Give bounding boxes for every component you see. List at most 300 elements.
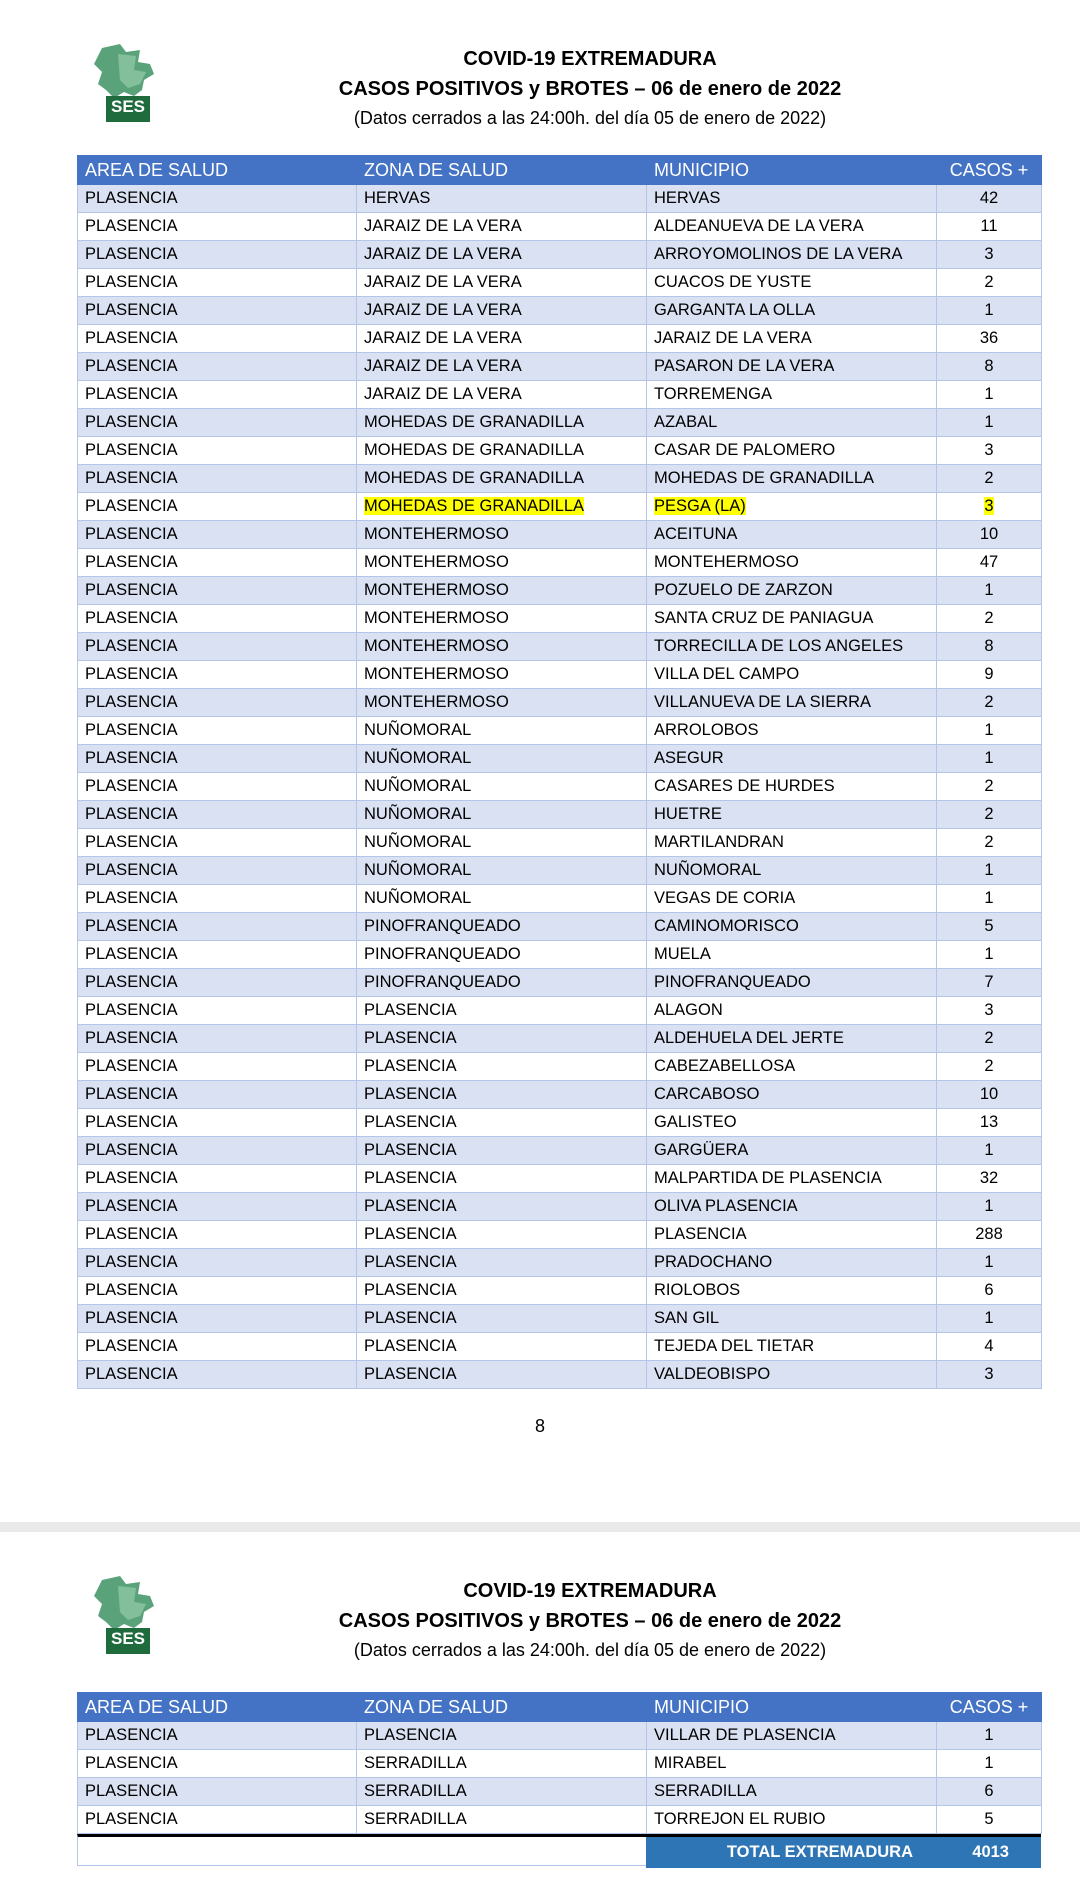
cell-zona	[357, 745, 647, 773]
cell-casos-text: 1	[984, 385, 994, 403]
cell-zona-text: MOHEDAS DE GRANADILLA	[364, 441, 585, 459]
cell-zona	[357, 1722, 647, 1750]
cell-casos	[937, 1806, 1042, 1834]
cell-casos	[937, 1305, 1042, 1333]
cell-area	[78, 633, 357, 661]
cell-municipio-text: PESGA (LA)	[654, 497, 746, 515]
cell-area-text: PLASENCIA	[85, 189, 178, 207]
cell-municipio	[647, 241, 937, 269]
cell-casos-text: 2	[984, 805, 994, 823]
ses-logo	[84, 1572, 164, 1658]
cell-zona-text: MONTEHERMOSO	[364, 525, 509, 543]
cell-area-text: PLASENCIA	[85, 609, 178, 627]
table-row	[78, 1361, 1042, 1389]
cell-zona	[357, 885, 647, 913]
cell-area	[78, 1193, 357, 1221]
cell-municipio-text: PRADOCHANO	[654, 1253, 773, 1271]
cell-casos	[937, 325, 1042, 353]
cell-zona-text: JARAIZ DE LA VERA	[364, 273, 522, 291]
cell-municipio-text: ALDEHUELA DEL JERTE	[654, 1029, 844, 1047]
cell-municipio	[647, 1081, 937, 1109]
cell-municipio	[647, 437, 937, 465]
cell-municipio	[647, 353, 937, 381]
cell-casos	[937, 437, 1042, 465]
cell-zona-text: NUÑOMORAL	[364, 777, 472, 795]
cell-zona-text: PLASENCIA	[364, 1197, 457, 1215]
cell-area-text: PLASENCIA	[85, 1309, 178, 1327]
cell-area	[78, 1361, 357, 1389]
cell-municipio	[647, 941, 937, 969]
cell-municipio	[647, 1361, 937, 1389]
cell-area-text: PLASENCIA	[85, 749, 178, 767]
cell-municipio-text: GARGÜERA	[654, 1141, 749, 1159]
cell-municipio	[647, 1778, 937, 1806]
cell-area	[78, 773, 357, 801]
cell-zona	[357, 521, 647, 549]
cell-zona	[357, 941, 647, 969]
cell-casos-text: 1	[984, 721, 994, 739]
cell-municipio-text: ASEGUR	[654, 749, 724, 767]
cell-municipio	[647, 493, 937, 521]
cell-zona	[357, 465, 647, 493]
cell-casos-text: 32	[979, 1169, 999, 1187]
cell-zona-text: PINOFRANQUEADO	[364, 945, 521, 963]
cell-zona	[357, 661, 647, 689]
cell-municipio	[647, 465, 937, 493]
cell-area	[78, 969, 357, 997]
cell-zona-text: MOHEDAS DE GRANADILLA	[364, 469, 585, 487]
cell-area	[78, 465, 357, 493]
cell-municipio	[647, 269, 937, 297]
cell-zona	[357, 437, 647, 465]
table-row	[78, 689, 1042, 717]
cell-area-text: PLASENCIA	[85, 1225, 178, 1243]
table-row	[78, 885, 1042, 913]
cell-area	[78, 1109, 357, 1137]
cell-municipio-text: ALAGON	[654, 1001, 723, 1019]
cell-area-text: PLASENCIA	[85, 1253, 178, 1271]
cell-casos-text: 5	[984, 1810, 994, 1828]
cell-zona-text: NUÑOMORAL	[364, 721, 472, 739]
cell-municipio	[647, 801, 937, 829]
cell-zona	[357, 1137, 647, 1165]
cell-casos	[937, 1361, 1042, 1389]
cell-zona-text: MONTEHERMOSO	[364, 609, 509, 627]
cell-zona	[357, 717, 647, 745]
cell-casos	[937, 1081, 1042, 1109]
cell-casos	[937, 1722, 1042, 1750]
cell-municipio-text: JARAIZ DE LA VERA	[654, 329, 812, 347]
cell-municipio	[647, 1137, 937, 1165]
cell-casos	[937, 1025, 1042, 1053]
cell-zona	[357, 829, 647, 857]
cell-zona	[357, 913, 647, 941]
cell-casos-text: 3	[984, 1365, 994, 1383]
table-row	[78, 381, 1042, 409]
cell-casos-text: 1	[984, 581, 994, 599]
cell-area	[78, 493, 357, 521]
cell-casos-text: 5	[984, 917, 994, 935]
cell-zona-text: JARAIZ DE LA VERA	[364, 385, 522, 403]
cell-casos	[937, 997, 1042, 1025]
cell-area-text: PLASENCIA	[85, 889, 178, 907]
cell-zona	[357, 801, 647, 829]
cell-zona	[357, 297, 647, 325]
cell-casos-text: 1	[984, 1309, 994, 1327]
table-row	[78, 269, 1042, 297]
table-row	[78, 969, 1042, 997]
cell-municipio-text: ARROYOMOLINOS DE LA VERA	[654, 245, 903, 263]
table-row	[78, 1249, 1042, 1277]
cell-casos	[937, 1249, 1042, 1277]
cell-zona	[357, 353, 647, 381]
table-row	[78, 1221, 1042, 1249]
cell-casos	[937, 381, 1042, 409]
cell-municipio-text: PASARON DE LA VERA	[654, 357, 835, 375]
cell-zona-text: NUÑOMORAL	[364, 749, 472, 767]
cell-casos	[937, 969, 1042, 997]
table-row	[78, 521, 1042, 549]
cell-casos	[937, 605, 1042, 633]
cell-casos	[937, 745, 1042, 773]
cell-area	[78, 717, 357, 745]
cell-municipio	[647, 605, 937, 633]
cell-zona-text: SERRADILLA	[364, 1810, 467, 1828]
column-header-casos: CASOS +	[937, 156, 1042, 185]
table-row	[78, 577, 1042, 605]
cell-municipio	[647, 633, 937, 661]
cell-casos-text: 2	[984, 1057, 994, 1075]
total-value: 4013	[972, 1843, 1009, 1861]
table-row	[78, 437, 1042, 465]
table-row	[78, 1277, 1042, 1305]
cell-municipio-text: MONTEHERMOSO	[654, 553, 799, 571]
cell-casos-text: 7	[984, 973, 994, 991]
table-row	[78, 493, 1042, 521]
cell-municipio-text: MIRABEL	[654, 1754, 727, 1772]
cell-area-text: PLASENCIA	[85, 357, 178, 375]
cell-area-text: PLASENCIA	[85, 637, 178, 655]
cell-area	[78, 857, 357, 885]
cell-casos-text: 1	[984, 1726, 994, 1744]
cases-table	[77, 155, 1042, 1389]
cell-casos	[937, 913, 1042, 941]
cell-casos	[937, 1165, 1042, 1193]
cell-area	[78, 437, 357, 465]
cell-casos	[937, 185, 1042, 213]
cell-casos	[937, 1750, 1042, 1778]
cell-zona-text: JARAIZ DE LA VERA	[364, 357, 522, 375]
cell-casos	[937, 1137, 1042, 1165]
cell-municipio-text: GALISTEO	[654, 1113, 737, 1131]
cell-municipio-text: VILLA DEL CAMPO	[654, 665, 800, 683]
cell-municipio	[647, 381, 937, 409]
cell-casos-text: 13	[979, 1113, 999, 1131]
cell-casos	[937, 269, 1042, 297]
cell-area	[78, 1778, 357, 1806]
cell-area-text: PLASENCIA	[85, 1001, 178, 1019]
cell-municipio-text: RIOLOBOS	[654, 1281, 741, 1299]
cell-municipio	[647, 1025, 937, 1053]
cell-zona	[357, 1305, 647, 1333]
cell-area-text: PLASENCIA	[85, 385, 178, 403]
cell-area-text: PLASENCIA	[85, 1169, 178, 1187]
cell-area-text: PLASENCIA	[85, 1810, 178, 1828]
cell-casos	[937, 689, 1042, 717]
cell-casos-text: 2	[984, 1029, 994, 1047]
cell-zona-text: MONTEHERMOSO	[364, 693, 509, 711]
cell-area-text: PLASENCIA	[85, 217, 178, 235]
cell-zona	[357, 1193, 647, 1221]
cell-municipio-text: GARGANTA LA OLLA	[654, 301, 816, 319]
cell-casos-text: 8	[984, 637, 994, 655]
cell-municipio-text: VEGAS DE CORIA	[654, 889, 796, 907]
cell-casos-text: 2	[984, 469, 994, 487]
table-row	[78, 1193, 1042, 1221]
cell-zona-text: JARAIZ DE LA VERA	[364, 301, 522, 319]
cell-municipio-text: MUELA	[654, 945, 711, 963]
cell-casos	[937, 409, 1042, 437]
cell-municipio-text: SAN GIL	[654, 1309, 720, 1327]
cell-municipio-text: CASAR DE PALOMERO	[654, 441, 836, 459]
cell-municipio	[647, 969, 937, 997]
table-row	[78, 1025, 1042, 1053]
cell-casos	[937, 493, 1042, 521]
cell-casos	[937, 465, 1042, 493]
cell-casos-text: 47	[979, 553, 999, 571]
cell-zona	[357, 1053, 647, 1081]
cell-municipio	[647, 717, 937, 745]
cell-zona	[357, 1333, 647, 1361]
document-subtitle: CASOS POSITIVOS y BROTES – 06 de enero de 2022	[338, 1610, 842, 1632]
column-header-area: AREA DE SALUD	[78, 156, 357, 185]
cell-area-text: PLASENCIA	[85, 833, 178, 851]
cell-zona-text: JARAIZ DE LA VERA	[364, 217, 522, 235]
cell-municipio	[647, 1109, 937, 1137]
cell-municipio	[647, 913, 937, 941]
cell-municipio-text: VILLANUEVA DE LA SIERRA	[654, 693, 872, 711]
column-header-area: AREA DE SALUD	[78, 1693, 357, 1722]
cell-area-text: PLASENCIA	[85, 861, 178, 879]
document-title: COVID-19 EXTREMADURA	[463, 1580, 717, 1602]
cell-casos-text: 1	[984, 889, 994, 907]
cell-area-text: PLASENCIA	[85, 329, 178, 347]
cell-casos-text: 10	[979, 1085, 999, 1103]
cell-zona-text: PLASENCIA	[364, 1141, 457, 1159]
cell-casos-text: 3	[984, 245, 994, 263]
cell-municipio-text: ALDEANUEVA DE LA VERA	[654, 217, 864, 235]
cell-area-text: PLASENCIA	[85, 945, 178, 963]
cell-area	[78, 1081, 357, 1109]
table-row	[78, 465, 1042, 493]
ses-logo	[84, 40, 164, 126]
cell-area-text: PLASENCIA	[85, 777, 178, 795]
cell-zona-text: PINOFRANQUEADO	[364, 917, 521, 935]
cell-area	[78, 1025, 357, 1053]
cell-area	[78, 549, 357, 577]
cell-municipio	[647, 1722, 937, 1750]
table-row	[78, 1053, 1042, 1081]
cell-casos-text: 3	[984, 441, 994, 459]
cell-zona-text: NUÑOMORAL	[364, 833, 472, 851]
cell-municipio-text: PINOFRANQUEADO	[654, 973, 811, 991]
cell-zona-text: MONTEHERMOSO	[364, 665, 509, 683]
table-row	[78, 941, 1042, 969]
cell-casos	[937, 1778, 1042, 1806]
table-row	[78, 633, 1042, 661]
cell-casos-text: 9	[984, 665, 994, 683]
cell-municipio	[647, 885, 937, 913]
column-header-casos: CASOS +	[937, 1693, 1042, 1722]
cell-area	[78, 801, 357, 829]
cell-municipio-text: TORRECILLA DE LOS ANGELES	[654, 637, 904, 655]
cell-area-text: PLASENCIA	[85, 805, 178, 823]
cell-zona-text: NUÑOMORAL	[364, 889, 472, 907]
page-number: 8	[534, 1416, 545, 1436]
cell-casos	[937, 241, 1042, 269]
cell-area	[78, 913, 357, 941]
cell-municipio	[647, 185, 937, 213]
cell-area	[78, 409, 357, 437]
column-header-municipio: MUNICIPIO	[647, 156, 937, 185]
cell-casos	[937, 549, 1042, 577]
cell-casos-text: 2	[984, 833, 994, 851]
cell-area	[78, 1137, 357, 1165]
cell-area	[78, 325, 357, 353]
cell-casos-text: 2	[984, 693, 994, 711]
cell-casos-text: 1	[984, 1141, 994, 1159]
cell-area-text: PLASENCIA	[85, 1782, 178, 1800]
table-row	[78, 857, 1042, 885]
cell-zona	[357, 1221, 647, 1249]
cell-zona	[357, 1277, 647, 1305]
cell-zona	[357, 409, 647, 437]
cell-zona	[357, 1025, 647, 1053]
cell-area	[78, 1722, 357, 1750]
table-row	[78, 185, 1042, 213]
cell-municipio-text: MARTILANDRAN	[654, 833, 784, 851]
cell-area-text: PLASENCIA	[85, 273, 178, 291]
cell-casos-text: 1	[984, 1754, 994, 1772]
cell-municipio-text: CASARES DE HURDES	[654, 777, 835, 795]
cell-zona	[357, 549, 647, 577]
cell-area	[78, 241, 357, 269]
table-row	[78, 1081, 1042, 1109]
cell-area-text: PLASENCIA	[85, 1057, 178, 1075]
cell-municipio	[647, 297, 937, 325]
cell-zona-text: PLASENCIA	[364, 1057, 457, 1075]
cell-municipio-text: TEJEDA DEL TIETAR	[654, 1337, 815, 1355]
cell-zona-text: MOHEDAS DE GRANADILLA	[364, 497, 585, 515]
cell-area	[78, 1806, 357, 1834]
total-label: TOTAL EXTREMADURA	[726, 1843, 913, 1861]
cell-municipio	[647, 997, 937, 1025]
cell-municipio	[647, 409, 937, 437]
cell-zona	[357, 493, 647, 521]
cell-casos	[937, 633, 1042, 661]
cell-area	[78, 661, 357, 689]
cell-municipio	[647, 773, 937, 801]
cell-municipio-text: NUÑOMORAL	[654, 861, 762, 879]
cell-municipio-text: ACEITUNA	[654, 525, 738, 543]
cell-zona-text: PLASENCIA	[364, 1253, 457, 1271]
table-row	[78, 353, 1042, 381]
cell-casos-text: 1	[984, 861, 994, 879]
cell-area-text: PLASENCIA	[85, 1029, 178, 1047]
cell-casos-text: 42	[979, 189, 999, 207]
cell-casos	[937, 577, 1042, 605]
cell-zona	[357, 381, 647, 409]
cell-zona-text: PLASENCIA	[364, 1726, 457, 1744]
cell-municipio	[647, 1806, 937, 1834]
cell-casos	[937, 213, 1042, 241]
table-row	[78, 717, 1042, 745]
cell-municipio-text: HERVAS	[654, 189, 721, 207]
cell-casos-text: 1	[984, 1197, 994, 1215]
cell-zona	[357, 269, 647, 297]
cell-area	[78, 185, 357, 213]
cell-casos	[937, 941, 1042, 969]
cell-area	[78, 745, 357, 773]
cell-area-text: PLASENCIA	[85, 245, 178, 263]
cell-municipio-text: HUETRE	[654, 805, 722, 823]
total-row	[77, 1834, 1041, 1863]
cell-zona	[357, 997, 647, 1025]
cases-table	[77, 1692, 1042, 1834]
cell-area	[78, 605, 357, 633]
table-row	[78, 801, 1042, 829]
cell-municipio-text: CABEZABELLOSA	[654, 1057, 796, 1075]
cell-area	[78, 381, 357, 409]
cell-zona-text: MONTEHERMOSO	[364, 553, 509, 571]
table-row	[78, 997, 1042, 1025]
cell-municipio-text: VILLAR DE PLASENCIA	[654, 1726, 836, 1744]
cell-zona	[357, 1361, 647, 1389]
cell-area-text: PLASENCIA	[85, 413, 178, 431]
cell-zona	[357, 773, 647, 801]
table-row	[78, 241, 1042, 269]
cell-municipio	[647, 1221, 937, 1249]
cell-area-text: PLASENCIA	[85, 1365, 178, 1383]
cell-municipio-text: AZABAL	[654, 413, 718, 431]
cell-zona-text: MONTEHERMOSO	[364, 581, 509, 599]
cell-area-text: PLASENCIA	[85, 553, 178, 571]
cell-municipio-text: MOHEDAS DE GRANADILLA	[654, 469, 875, 487]
cell-area	[78, 1249, 357, 1277]
cell-area-text: PLASENCIA	[85, 693, 178, 711]
cell-casos	[937, 829, 1042, 857]
cell-area-text: PLASENCIA	[85, 973, 178, 991]
cell-area-text: PLASENCIA	[85, 1337, 178, 1355]
cell-zona	[357, 1806, 647, 1834]
logo-text: SES	[110, 1629, 146, 1648]
cell-zona-text: PLASENCIA	[364, 1281, 457, 1299]
cell-municipio	[647, 213, 937, 241]
cell-municipio-text: VALDEOBISPO	[654, 1365, 771, 1383]
cell-area-text: PLASENCIA	[85, 1281, 178, 1299]
cell-zona-text: MONTEHERMOSO	[364, 637, 509, 655]
cell-municipio-text: TORREJON EL RUBIO	[654, 1810, 826, 1828]
column-header-municipio: MUNICIPIO	[647, 1693, 937, 1722]
table-header-row	[78, 156, 1042, 185]
cell-area	[78, 213, 357, 241]
cell-casos-text: 3	[984, 1001, 994, 1019]
cell-municipio	[647, 661, 937, 689]
cell-area-text: PLASENCIA	[85, 525, 178, 543]
cell-zona-text: PINOFRANQUEADO	[364, 973, 521, 991]
table-row	[78, 745, 1042, 773]
cell-casos-text: 36	[979, 329, 999, 347]
